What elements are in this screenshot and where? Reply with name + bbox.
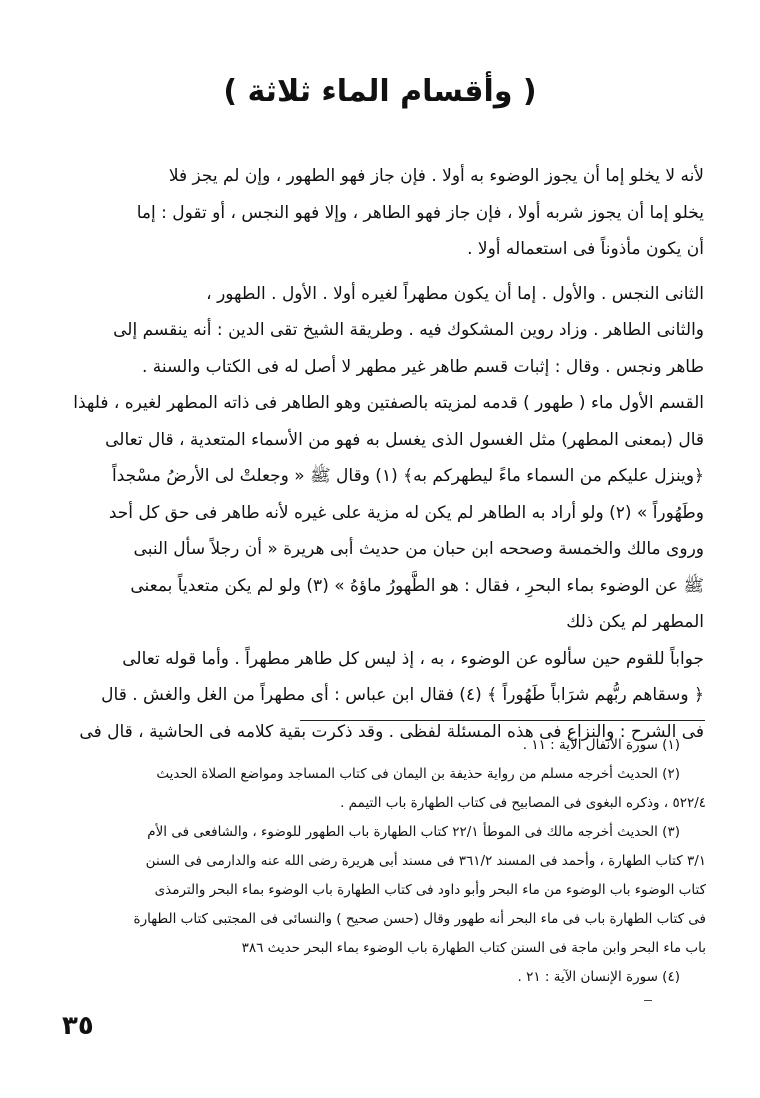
footnote-line: (٣) الحديث أخرجه مالك فى الموطأ ٢٢/١ كتاب الطهارة باب الطهور للوضوء ، والشافعى فى الأم (147, 824, 680, 840)
page-number: ٣٥ (62, 1011, 94, 1041)
paragraph-gap (64, 268, 704, 276)
text-line: يخلو إما أن يجوز شربه أولا ، فإن جاز فهو الطاهر ، وإلا فهو النجس ، أو تقول : إما (136, 202, 704, 223)
text-line: ﷺ عن الوضوء بماء البحرِ ، فقال : هو الطَّهورُ ماؤهُ » (٣) ولو لم يكن متعدياً بمعنى (130, 575, 704, 596)
text-line: ﴿وينزل عليكم من السماء ماءً ليطهركم به﴾ (١) وقال ﷺ « وجعلتْ لى الأرضُ مسْجداً (112, 466, 704, 486)
text-line: الثانى النجس . والأول . إما أن يكون مطهراً لغيره أولا . الأول . الطهور ، (206, 283, 704, 304)
footnote-separator (300, 720, 705, 721)
section-title: ( وأقسام الماء ثلاثة ) (223, 74, 537, 109)
footnote-line: (١) سورة الأنفال الآية : ١١ . (522, 737, 680, 753)
text-line: المطهر لم يكن ذلك (566, 612, 704, 632)
footnote-line: (٤) سورة الإنسان الآية : ٢١ . (517, 969, 680, 985)
text-line: لأنه لا يخلو إما أن يجوز الوضوء به أولا . فإن جاز فهو الطهور ، وإن لم يجز فلا (168, 166, 704, 186)
text-line: طاهر ونجس . وقال : إثبات قسم طاهر غير مطهر لا أصل له فى الكتاب والسنة . (141, 356, 704, 377)
text-line: فى الشرح : والنزاع فى هذه المسئلة لفظى . وقد ذكرت بقية كلامه فى الحاشية ، قال فى (79, 721, 704, 742)
footnote-line: ٥٢٢/٤ ، وذكره البغوى فى المصابيح فى كتاب الطهارة باب التيمم . (340, 795, 706, 811)
main-text (64, 158, 704, 750)
text-line: جواباً للقوم حين سألوه عن الوضوء ، به ، إذ ليس كل طاهر مطهراً . وأما قوله تعالى (122, 648, 704, 669)
text-line: قال (بمعنى المطهر) مثل الغسول الذى يغسل به فهو من الأسماء المتعدية ، قال تعالى (105, 429, 704, 450)
footnote-line: (٢) الحديث أخرجه مسلم من رواية حذيفة بن اليمان فى كتاب المساجد ومواضع الصلاة الحديث (156, 766, 680, 782)
text-line: وروى مالك والخمسة وصححه ابن حبان من حديث أبى هريرة « أن رجلاً سأل النبى (133, 539, 704, 559)
decorative-dash (644, 1000, 652, 1001)
text-line: ﴿ وسقاهم ربُّهم شرَاباً طَهُوراً ﴾ (٤) فقال ابن عباس : أى مطهراً من الغل والغش . قال (101, 685, 704, 705)
text-line: القسم الأول ماء ( طهور ) قدمه لمزيته بالصفتين وهو الطاهر فى ذاته المطهر لغيره ، فلهذا (73, 393, 704, 413)
text-line: أن يكون مأذوناً فى استعماله أولا . (467, 239, 704, 259)
footnote-line: ٣/١ كتاب الطهارة ، وأحمد فى المسند ٣٦١/٢ فى مسند أبى هريرة رضى الله عنه والدارمى فى السنن (145, 853, 706, 869)
footnote-line: فى كتاب الطهارة باب فى ماء البحر أنه طهور وقال (حسن صحيح ) والنسائى فى المجتبى كتاب الطهارة (133, 911, 706, 927)
footnotes (58, 731, 706, 992)
footnote-line: باب ماء البحر وابن ماجة فى السنن كتاب الطهارة باب الوضوء بماء البحر حديث ٣٨٦ (241, 940, 706, 956)
text-line: والثانى الطاهر . وزاد روين المشكوك فيه . وطريقة الشيخ تقى الدين : أنه ينقسم إلى (113, 320, 704, 340)
text-line: وطَهُوراً » (٢) ولو أراد به الطاهر لم يكن له مزية على غيره لأنه طاهر فى حق كل أحد (108, 502, 704, 523)
footnote-line: كتاب الوضوء باب الوضوء من ماء البحر وأبو داود فى كتاب الطهارة باب الوضوء بماء البحر والترمذى (154, 882, 706, 898)
